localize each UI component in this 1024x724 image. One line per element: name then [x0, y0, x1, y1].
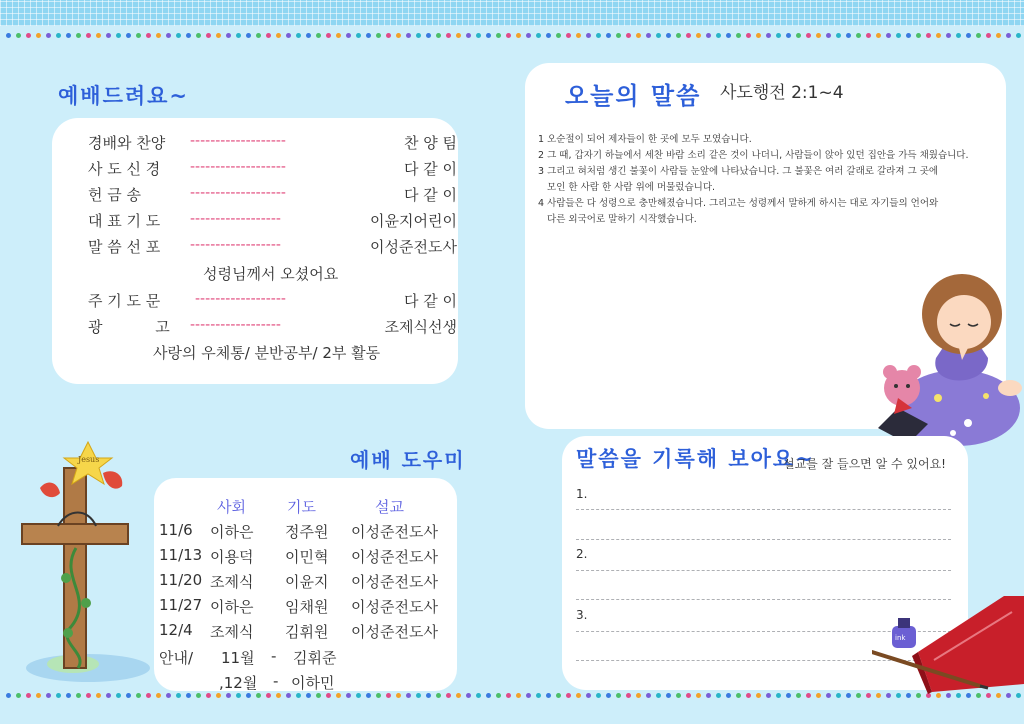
- helper-prayer: 김휘원: [285, 623, 329, 641]
- answer-line[interactable]: [576, 539, 951, 540]
- border-dot: [706, 693, 711, 698]
- border-dot: [306, 33, 311, 38]
- verse-line: 다른 외국어로 말하기 시작했습니다.: [538, 214, 697, 225]
- answer-number: 3.: [576, 608, 588, 622]
- helper-date: 11/20: [159, 571, 203, 589]
- helper-preacher: 이성준전도사: [351, 598, 438, 616]
- border-dot: [786, 693, 791, 698]
- border-dot: [246, 693, 251, 698]
- border-dot: [836, 33, 841, 38]
- border-dot: [236, 693, 241, 698]
- border-dot: [336, 33, 341, 38]
- border-dot: [36, 33, 41, 38]
- border-dot: [636, 33, 641, 38]
- dash-line: -------------------: [190, 133, 286, 149]
- order-label-offering: 헌 금 송: [88, 186, 142, 204]
- border-dot: [516, 33, 521, 38]
- helper-host: 이용덕: [210, 548, 254, 566]
- border-dot: [236, 33, 241, 38]
- border-dot: [26, 33, 31, 38]
- border-dot: [666, 33, 671, 38]
- bottom-dot-border: [0, 693, 1024, 701]
- border-dot: [716, 33, 721, 38]
- border-dot: [816, 693, 821, 698]
- write-hint: 설교를 잘 들으면 알 수 있어요!: [783, 457, 946, 471]
- border-dot: [626, 33, 631, 38]
- border-dot: [196, 33, 201, 38]
- top-grid-bar: [0, 0, 1024, 26]
- guide-month: 11월: [221, 649, 255, 667]
- dash-line: ------------------: [190, 237, 281, 253]
- helper-date: 11/13: [159, 546, 203, 564]
- order-label-creed: 사 도 신 경: [88, 160, 161, 178]
- verse-line: 모인 한 사람 한 사람 위에 머물렀습니다.: [538, 182, 716, 193]
- border-dot: [226, 33, 231, 38]
- border-dot: [126, 693, 131, 698]
- border-dot: [66, 693, 71, 698]
- ink-label: ink: [895, 634, 906, 642]
- border-dot: [376, 33, 381, 38]
- border-dot: [156, 693, 161, 698]
- border-dot: [256, 33, 261, 38]
- border-dot: [256, 693, 261, 698]
- border-dot: [746, 33, 751, 38]
- border-dot: [136, 33, 141, 38]
- helper-host: 이하은: [210, 598, 254, 616]
- border-dot: [6, 33, 11, 38]
- helper-host: 조제식: [210, 623, 254, 641]
- border-dot: [166, 33, 171, 38]
- helper-preacher: 이성준전도사: [351, 523, 438, 541]
- border-dot: [706, 33, 711, 38]
- border-dot: [566, 693, 571, 698]
- border-dot: [726, 693, 731, 698]
- order-value-prayer: 이윤지어린이: [370, 212, 457, 230]
- border-dot: [896, 33, 901, 38]
- border-dot: [926, 33, 931, 38]
- order-label-lords-prayer: 주 기 도 문: [88, 292, 161, 310]
- order-value-sermon: 이성준전도사: [370, 238, 457, 256]
- border-dot: [296, 33, 301, 38]
- border-dot: [776, 33, 781, 38]
- border-dot: [326, 693, 331, 698]
- border-dot: [876, 33, 881, 38]
- border-dot: [246, 33, 251, 38]
- order-value-lords-prayer: 다 같 이: [403, 292, 457, 310]
- guide-dash: -: [273, 672, 279, 690]
- border-dot: [346, 693, 351, 698]
- border-dot: [96, 33, 101, 38]
- border-dot: [906, 33, 911, 38]
- border-dot: [836, 693, 841, 698]
- border-dot: [76, 693, 81, 698]
- border-dot: [356, 693, 361, 698]
- border-dot: [1016, 33, 1021, 38]
- helper-host: 이하은: [210, 523, 254, 541]
- border-dot: [186, 33, 191, 38]
- border-dot: [486, 693, 491, 698]
- border-dot: [156, 33, 161, 38]
- helper-prayer: 이윤지: [285, 573, 329, 591]
- border-dot: [596, 693, 601, 698]
- border-dot: [646, 693, 651, 698]
- border-dot: [426, 33, 431, 38]
- border-dot: [316, 33, 321, 38]
- border-dot: [686, 33, 691, 38]
- border-dot: [276, 693, 281, 698]
- border-dot: [826, 33, 831, 38]
- border-dot: [446, 33, 451, 38]
- border-dot: [86, 693, 91, 698]
- cross-illustration: [18, 428, 158, 690]
- answer-line[interactable]: [576, 509, 951, 510]
- border-dot: [766, 33, 771, 38]
- border-dot: [656, 33, 661, 38]
- border-dot: [656, 693, 661, 698]
- border-dot: [556, 33, 561, 38]
- guide-label: 안내/: [159, 649, 194, 667]
- border-dot: [986, 33, 991, 38]
- border-dot: [696, 693, 701, 698]
- border-dot: [536, 693, 541, 698]
- border-dot: [146, 33, 151, 38]
- border-dot: [266, 693, 271, 698]
- border-dot: [126, 33, 131, 38]
- verse-line: 1 오순절이 되어 제자들이 한 곳에 모두 모였습니다.: [538, 134, 752, 145]
- border-dot: [606, 33, 611, 38]
- border-dot: [1006, 33, 1011, 38]
- border-dot: [886, 33, 891, 38]
- border-dot: [786, 33, 791, 38]
- border-dot: [16, 693, 21, 698]
- helper-prayer: 정주원: [285, 523, 329, 541]
- border-dot: [316, 693, 321, 698]
- border-dot: [736, 693, 741, 698]
- border-dot: [676, 693, 681, 698]
- border-dot: [846, 693, 851, 698]
- border-dot: [76, 33, 81, 38]
- border-dot: [16, 33, 21, 38]
- border-dot: [176, 693, 181, 698]
- helper-preacher: 이성준전도사: [351, 573, 438, 591]
- border-dot: [176, 33, 181, 38]
- order-label-sermon: 말 씀 선 포: [88, 238, 161, 256]
- border-dot: [556, 693, 561, 698]
- border-dot: [946, 33, 951, 38]
- border-dot: [106, 33, 111, 38]
- border-dot: [616, 693, 621, 698]
- border-dot: [736, 33, 741, 38]
- border-dot: [856, 693, 861, 698]
- bible-reference: 사도행전 2:1~4: [720, 83, 844, 103]
- dash-line: ------------------: [190, 317, 281, 333]
- guide-name: 김휘준: [293, 649, 337, 667]
- praying-girl-illustration: [858, 248, 1024, 448]
- border-dot: [436, 33, 441, 38]
- order-label-prayer: 대 표 기 도: [88, 212, 161, 230]
- border-dot: [206, 693, 211, 698]
- border-dot: [636, 693, 641, 698]
- border-dot: [166, 693, 171, 698]
- border-dot: [626, 693, 631, 698]
- border-dot: [96, 693, 101, 698]
- border-dot: [966, 33, 971, 38]
- border-dot: [766, 693, 771, 698]
- guide-name: 이하민: [291, 674, 335, 692]
- verse-line: 4 사람들은 다 성령으로 충만해졌습니다. 그리고는 성령께서 말하게 하시는 대로 자기들의 언어와: [538, 198, 939, 209]
- answer-number: 2.: [576, 547, 588, 561]
- dash-line: ------------------: [190, 211, 281, 227]
- border-dot: [376, 693, 381, 698]
- border-dot: [576, 33, 581, 38]
- border-dot: [856, 33, 861, 38]
- border-dot: [496, 33, 501, 38]
- todays-word-title: 오늘의 말씀: [565, 82, 702, 110]
- border-dot: [466, 693, 471, 698]
- border-dot: [46, 33, 51, 38]
- border-dot: [116, 33, 121, 38]
- border-dot: [416, 693, 421, 698]
- header-sermon: 설교: [375, 498, 404, 516]
- dash-line: -------------------: [190, 159, 286, 175]
- border-dot: [716, 693, 721, 698]
- border-dot: [816, 33, 821, 38]
- guide-dash: -: [271, 647, 277, 665]
- answer-number: 1.: [576, 487, 588, 501]
- book-and-pen-illustration: [872, 594, 1024, 694]
- border-dot: [396, 33, 401, 38]
- border-dot: [576, 693, 581, 698]
- verse-line: 2 그 때, 갑자기 하늘에서 세찬 바람 소리 같은 것이 나더니, 사람들이 앉아 있던 집안을 가득 채웠습니다.: [538, 150, 969, 161]
- border-dot: [276, 33, 281, 38]
- header-host: 사회: [217, 498, 246, 516]
- border-dot: [566, 33, 571, 38]
- worship-footer: 사랑의 우체통/ 분반공부/ 2부 활동: [153, 344, 381, 362]
- order-value-announcement: 조제식선생: [384, 318, 457, 336]
- border-dot: [296, 693, 301, 698]
- border-dot: [976, 33, 981, 38]
- order-label-announcement: 광 고: [88, 318, 170, 336]
- border-dot: [46, 693, 51, 698]
- border-dot: [796, 33, 801, 38]
- border-dot: [366, 33, 371, 38]
- border-dot: [216, 693, 221, 698]
- top-dot-border: [0, 33, 1024, 41]
- order-value-praise: 찬 양 팀: [403, 134, 457, 152]
- border-dot: [526, 33, 531, 38]
- border-dot: [356, 33, 361, 38]
- helper-host: 조제식: [210, 573, 254, 591]
- border-dot: [866, 33, 871, 38]
- border-dot: [56, 693, 61, 698]
- helper-prayer: 이민혁: [285, 548, 329, 566]
- border-dot: [646, 33, 651, 38]
- border-dot: [396, 693, 401, 698]
- helper-date: 11/6: [159, 521, 193, 539]
- border-dot: [866, 693, 871, 698]
- border-dot: [726, 33, 731, 38]
- worship-title: 예배드려요~: [58, 84, 190, 108]
- border-dot: [416, 33, 421, 38]
- border-dot: [606, 693, 611, 698]
- helper-preacher: 이성준전도사: [351, 548, 438, 566]
- border-dot: [546, 33, 551, 38]
- border-dot: [586, 33, 591, 38]
- border-dot: [826, 693, 831, 698]
- order-value-creed: 다 같 이: [403, 160, 457, 178]
- border-dot: [306, 693, 311, 698]
- border-dot: [586, 693, 591, 698]
- border-dot: [506, 693, 511, 698]
- star-label: Jesus: [78, 455, 100, 464]
- border-dot: [36, 693, 41, 698]
- dash-line: ------------------: [195, 291, 286, 307]
- border-dot: [936, 33, 941, 38]
- border-dot: [286, 693, 291, 698]
- border-dot: [336, 693, 341, 698]
- helper-prayer: 임채원: [285, 598, 329, 616]
- border-dot: [666, 693, 671, 698]
- border-dot: [536, 33, 541, 38]
- sermon-title: 성령님께서 오셨어요: [203, 265, 339, 283]
- border-dot: [346, 33, 351, 38]
- helper-date: 12/4: [159, 621, 193, 639]
- border-dot: [436, 693, 441, 698]
- border-dot: [696, 33, 701, 38]
- border-dot: [286, 33, 291, 38]
- border-dot: [366, 693, 371, 698]
- border-dot: [106, 693, 111, 698]
- border-dot: [456, 33, 461, 38]
- border-dot: [546, 693, 551, 698]
- border-dot: [386, 33, 391, 38]
- border-dot: [6, 693, 11, 698]
- border-dot: [136, 693, 141, 698]
- helper-date: 11/27: [159, 596, 203, 614]
- border-dot: [66, 33, 71, 38]
- border-dot: [446, 693, 451, 698]
- border-dot: [506, 33, 511, 38]
- border-dot: [86, 33, 91, 38]
- border-dot: [206, 33, 211, 38]
- border-dot: [476, 33, 481, 38]
- border-dot: [616, 33, 621, 38]
- border-dot: [996, 33, 1001, 38]
- border-dot: [426, 693, 431, 698]
- helpers-title: 예배 도우미: [350, 448, 466, 472]
- border-dot: [406, 693, 411, 698]
- border-dot: [186, 693, 191, 698]
- border-dot: [916, 33, 921, 38]
- border-dot: [406, 33, 411, 38]
- border-dot: [596, 33, 601, 38]
- border-dot: [776, 693, 781, 698]
- border-dot: [216, 33, 221, 38]
- border-dot: [526, 693, 531, 698]
- border-dot: [266, 33, 271, 38]
- border-dot: [686, 693, 691, 698]
- border-dot: [756, 33, 761, 38]
- border-dot: [56, 33, 61, 38]
- border-dot: [756, 693, 761, 698]
- border-dot: [496, 693, 501, 698]
- border-dot: [146, 693, 151, 698]
- border-dot: [26, 693, 31, 698]
- border-dot: [846, 33, 851, 38]
- answer-line[interactable]: [576, 570, 951, 571]
- helper-preacher: 이성준전도사: [351, 623, 438, 641]
- border-dot: [466, 33, 471, 38]
- border-dot: [796, 693, 801, 698]
- write-word-title: 말씀을 기록해 보아요~: [576, 447, 815, 471]
- border-dot: [676, 33, 681, 38]
- border-dot: [486, 33, 491, 38]
- border-dot: [516, 693, 521, 698]
- header-prayer: 기도: [287, 498, 316, 516]
- border-dot: [196, 693, 201, 698]
- guide-month: ,12월: [219, 674, 258, 692]
- border-dot: [226, 693, 231, 698]
- border-dot: [386, 693, 391, 698]
- dash-line: -------------------: [190, 185, 286, 201]
- border-dot: [116, 693, 121, 698]
- order-label-praise: 경배와 찬양: [88, 134, 166, 152]
- border-dot: [806, 693, 811, 698]
- verse-line: 3 그리고 혀처럼 생긴 불꽃이 사람들 눈앞에 나타났습니다. 그 불꽃은 여러 갈래로 갈라져 그 곳에: [538, 166, 939, 177]
- border-dot: [746, 693, 751, 698]
- order-value-offering: 다 같 이: [403, 186, 457, 204]
- border-dot: [476, 693, 481, 698]
- border-dot: [956, 33, 961, 38]
- border-dot: [806, 33, 811, 38]
- border-dot: [456, 693, 461, 698]
- border-dot: [326, 33, 331, 38]
